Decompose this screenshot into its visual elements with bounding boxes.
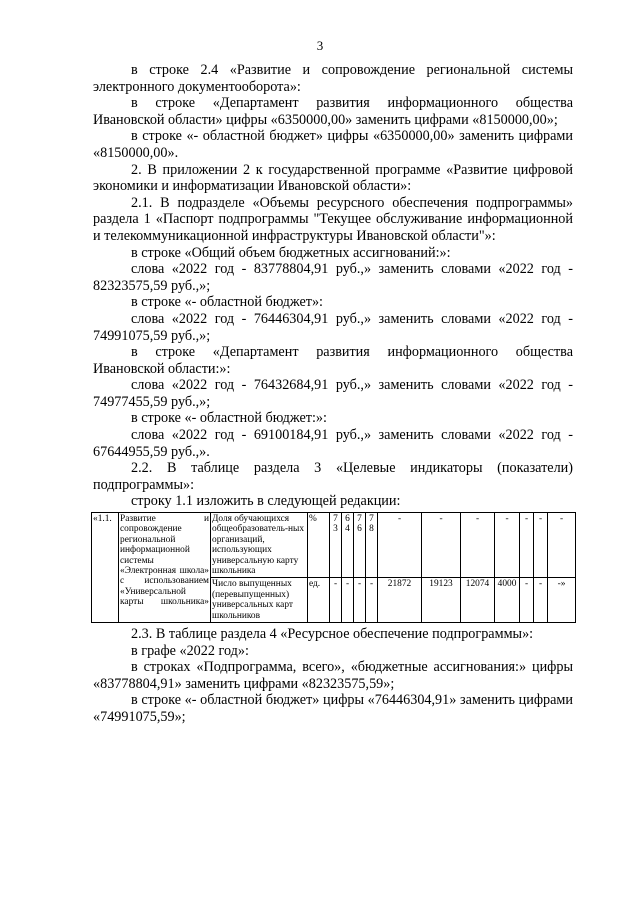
value-cell: -: [366, 578, 378, 623]
paragraph: в строке «Департамент развития информационного общества Ивановской области» цифры «6350000,00» заменить цифрами «8150000,00»;: [93, 95, 573, 128]
document-body: [93, 62, 573, 726]
indicator-cell: Число выпущенных (перевыпущенных) универсальных карт школьников: [211, 578, 308, 623]
value-cell: -: [534, 513, 548, 578]
paragraph: в строке «- областной бюджет»:: [131, 294, 323, 311]
paragraph: слова «2022 год - 76446304,91 руб.,» заменить словами «2022 год - 74991075,59 руб.,»;: [93, 310, 573, 344]
paragraph: 2.3. В таблице раздела 4 «Ресурсное обеспечение подпрограммы»:: [131, 626, 534, 643]
value-cell: -: [422, 513, 461, 578]
paragraph: слова «2022 год - 83778804,91 руб.,» заменить словами «2022 год - 82323575,59 руб.,»;: [93, 261, 573, 294]
value-cell: 12074: [461, 578, 495, 623]
paragraph: в графе «2022 год»:: [131, 642, 249, 659]
indicators-table-wrapper: [91, 512, 573, 623]
value-cell: -: [548, 513, 576, 578]
value-cell: -: [378, 513, 422, 578]
paragraph: в строке «- областной бюджет» цифры «76446304,91» заменить цифрами «74991075,59»;: [93, 692, 573, 726]
value-cell: 73: [330, 513, 342, 578]
value-cell: 76: [354, 513, 366, 578]
paragraph: в строках «Подпрограмма, всего», «бюджетные ассигнования:» цифры «83778804,91» заменить цифрами «82323575,59»;: [93, 659, 573, 692]
paragraph: в строке 2.4 «Развитие и сопровождение региональной системы электронного документооборота»:: [93, 62, 573, 95]
value-cell: -: [520, 513, 534, 578]
value-cell: -: [534, 578, 548, 623]
value-cell: 21872: [378, 578, 422, 623]
value-cell: -»: [548, 578, 576, 623]
value-cell: 78: [366, 513, 378, 578]
value-cell: -: [330, 578, 342, 623]
page-number: 3: [316, 38, 324, 53]
value-cell: -: [342, 578, 354, 623]
indicators-table: [91, 512, 576, 623]
paragraph: в строке «Общий объем бюджетных ассигнований:»:: [131, 244, 451, 261]
table-row: [92, 513, 576, 578]
indicator-cell: Доля обучающихся общеобразователь-ных организаций, использующих универсальную карту школьника: [211, 513, 308, 578]
paragraph: 2. В приложении 2 к государственной программе «Развитие цифровой экономики и информатизации Ивановской области»:: [93, 161, 573, 195]
paragraph: в строке «Департамент развития информационного общества Ивановской области:»:: [93, 344, 573, 377]
value-cell: -: [354, 578, 366, 623]
unit-cell: %: [308, 513, 330, 578]
paragraph: 2.1. В подразделе «Объемы ресурсного обеспечения подпрограммы» раздела 1 «Паспорт подпрограммы "Текущее обслуживание информационной и телекоммуникационной инфраструктуры Ивановской области"»:: [93, 194, 573, 244]
paragraph: 2.2. В таблице раздела 3 «Целевые индикаторы (показатели) подпрограммы»:: [93, 460, 573, 493]
value-cell: 64: [342, 513, 354, 578]
value-cell: -: [520, 578, 534, 623]
paragraph: в строке «- областной бюджет» цифры «6350000,00» заменить цифрами «8150000,00».: [93, 128, 573, 161]
paragraph: слова «2022 год - 69100184,91 руб.,» заменить словами «2022 год - 67644955,59 руб.,».: [93, 427, 573, 460]
paragraph: слова «2022 год - 76432684,91 руб.,» заменить словами «2022 год - 74977455,59 руб.,»;: [93, 377, 573, 410]
value-cell: 19123: [422, 578, 461, 623]
value-cell: 4000: [495, 578, 520, 623]
subprogram-name-cell: Развитие и сопровождение региональной информационной системы «Электронная школа» с использованием «Универсальной карты школьника»: [119, 513, 211, 623]
value-cell: -: [461, 513, 495, 578]
unit-cell: ед.: [308, 578, 330, 623]
value-cell: -: [495, 513, 520, 578]
row-number-cell: «1.1.: [92, 513, 119, 623]
paragraph: строку 1.1 изложить в следующей редакции:: [131, 493, 401, 510]
paragraph: в строке «- областной бюджет:»:: [131, 410, 327, 427]
